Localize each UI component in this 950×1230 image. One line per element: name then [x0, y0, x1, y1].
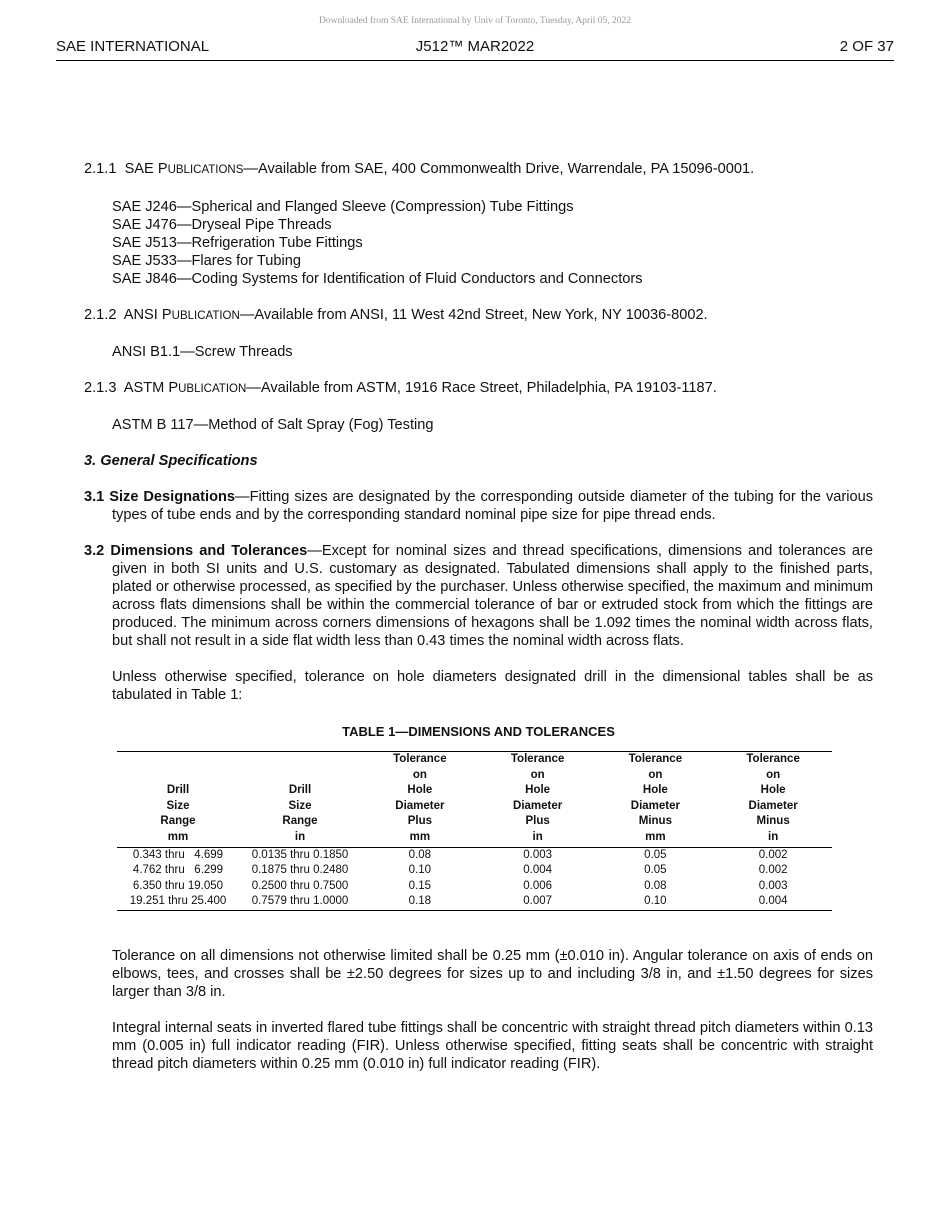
header-drill-size-mm: Drill Size Range mm	[117, 752, 239, 848]
table-1-title: TABLE 1—DIMENSIONS AND TOLERANCES	[342, 724, 615, 739]
table-row: 4.762 thru 6.299 0.1875 thru 0.2480 0.10 0.004 0.05 0.002	[132, 864, 788, 877]
page-header	[56, 38, 894, 61]
header-doc-id: J512™ MAR2022	[415, 38, 535, 55]
reference-item: SAE J246—Spherical and Flanged Sleeve (Compression) Tube Fittings	[112, 199, 574, 215]
astm-reference: ASTM B 117—Method of Salt Spray (Fog) Testing	[112, 417, 434, 433]
clause-number: 2.1.1	[84, 161, 117, 177]
header-drill-size-in: Drill Size Range in	[239, 752, 361, 848]
header-tol-plus-mm: Tolerance on Hole Diameter Plus mm	[361, 752, 479, 848]
section-3-2-heading: 3.2 Dimensions and Tolerances	[84, 543, 308, 559]
table-row: 6.350 thru 19.050 0.2500 thru 0.7500 0.15 0.006 0.08 0.003	[132, 879, 788, 892]
section-3-title: 3. General Specifications	[84, 453, 258, 469]
header-tol-minus-in: Tolerance on Hole Diameter Minus in	[714, 752, 832, 848]
sae-publications-heading	[84, 160, 873, 179]
header-org: SAE INTERNATIONAL	[56, 38, 210, 55]
table-row: 19.251 thru 25.400 0.7579 thru 1.0000 0.18 0.007 0.10 0.004	[117, 894, 832, 910]
table-header-row	[117, 752, 832, 848]
header-tol-minus-mm: Tolerance on Hole Diameter Minus mm	[597, 752, 715, 848]
seat-concentricity-paragraph: Integral internal seats in inverted flared tube fittings shall be concentric with straight thread pitch diameters within 0.13 mm (0.005 in) full indicator reading (FIR). Unless otherwise specified, fitting seats shall be concentric with straight thread pitch diameters within 0.25 mm (0.010 in) full indicator reading (FIR).	[112, 1019, 873, 1072]
table-row: 0.343 thru 4.699 0.0135 thru 0.1850 0.08 0.003 0.05 0.002	[132, 848, 788, 861]
ansi-publication-heading: 2.1.2 ANSI PUBLICATION—Available from ANSI, 11 West 42nd Street, New York, NY 10036-8002.	[84, 307, 708, 323]
header-page-number: 2 OF 37	[839, 38, 894, 55]
tolerance-intro-paragraph: Unless otherwise specified, tolerance on hole diameters designated drill in the dimensional tables shall be as tabulated in Table 1:	[112, 669, 873, 703]
download-watermark: Downloaded from SAE International by Univ of Toronto, Tuesday, April 05, 2022	[318, 16, 631, 26]
reference-item: SAE J513—Refrigeration Tube Fittings	[112, 235, 363, 251]
reference-item: SAE J476—Dryseal Pipe Threads	[112, 217, 332, 233]
section-3-1-heading: 3.1 Size Designations	[84, 489, 236, 505]
reference-item: SAE J846—Coding Systems for Identification of Fluid Conductors and Connectors	[112, 271, 643, 287]
header-tol-plus-in: Tolerance on Hole Diameter Plus in	[479, 752, 597, 848]
reference-item: SAE J533—Flares for Tubing	[112, 253, 302, 269]
ansi-reference: ANSI B1.1—Screw Threads	[112, 344, 293, 360]
astm-publication-heading: 2.1.3 ASTM PUBLICATION—Available from ASTM, 1916 Race Street, Philadelphia, PA 19103-1187.	[84, 380, 717, 396]
dimensions-tolerances-table	[117, 751, 832, 911]
clause-text: —Available from SAE, 400 Commonwealth Drive, Warrendale, PA 15096-0001.	[243, 161, 755, 177]
section-3-2: 3.2 Dimensions and Tolerances—Except for nominal sizes and thread specifications, dimensions and tolerances are given in both SI units and U.S. customary as designated. Tabulated dimensions shall apply to the finished parts, plated or otherwise processed, as specified by the purchaser. Unless otherwise specified, the maximum and minimum across flats dimensions shall be within the commercial tolerance of bar or extruded stock from which the fittings are produced. The minimum across corners dimensions of hexagons shall be 1.092 times the nominal width across flats, but shall not result in a side flat width less than 0.43 times the nominal width across flats.	[84, 543, 874, 649]
clause-title: SAE PUBLICATIONS	[124, 161, 244, 177]
section-3-1: 3.1 Size Designations—Fitting sizes are designated by the corresponding outside diameter of the tubing for the various types of tube ends and by the corresponding standard nominal pipe size for pipe thread ends.	[84, 489, 873, 523]
tolerance-general-paragraph: Tolerance on all dimensions not otherwise limited shall be 0.25 mm (±0.010 in). Angular tolerance on axis of ends on elbows, tees, and crosses shall be ±2.50 degrees for sizes up to and including 3/8 in, and ±1.50 degrees for sizes larger than 3/8 in.	[112, 947, 873, 1000]
page-body	[84, 160, 873, 1073]
sae-reference-list	[84, 198, 873, 288]
